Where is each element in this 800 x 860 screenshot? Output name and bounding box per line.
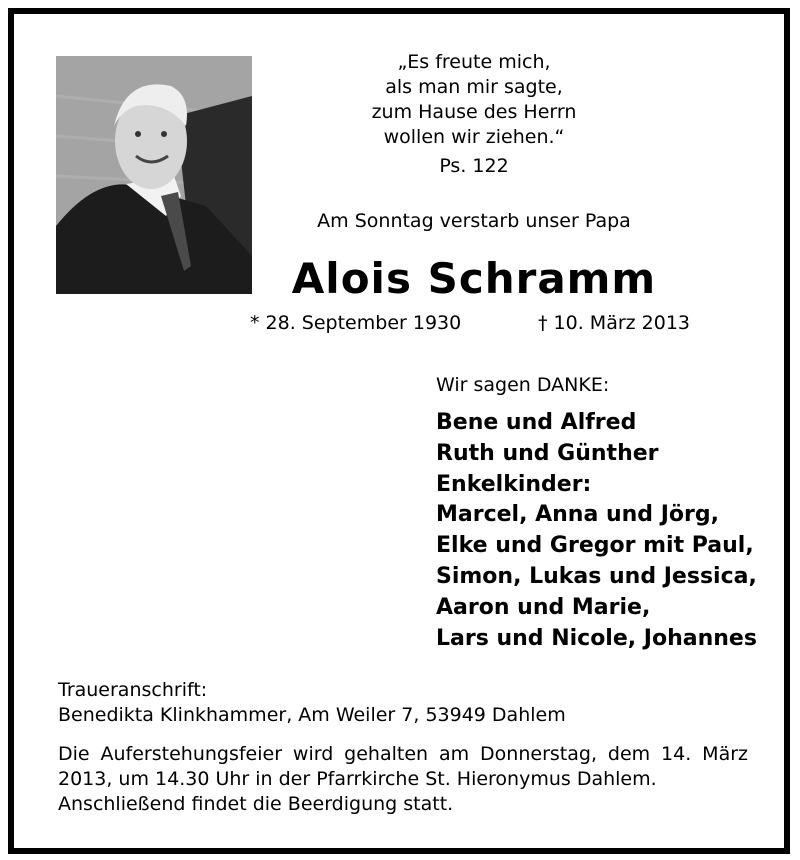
intro-text: Am Sonntag verstarb unser Papa xyxy=(317,210,631,232)
deceased-name: Alois Schramm xyxy=(291,254,657,303)
service-line: Die Auferstehungsfeier wird gehalten am Donnerstag, dem 14. März xyxy=(58,743,748,765)
service-line: Anschließend findet die Beerdigung statt. xyxy=(58,793,454,815)
family-line: Elke und Gregor mit Paul, xyxy=(436,533,754,559)
family-line: Enkelkinder: xyxy=(436,471,592,497)
family-line: Ruth und Günther xyxy=(436,440,659,466)
family-line: Aaron und Marie, xyxy=(436,594,651,620)
portrait-photo-icon xyxy=(56,56,252,294)
service-info xyxy=(58,742,748,817)
address-value: Benedikta Klinkhammer, Am Weiler 7, 53949 Dahlem xyxy=(58,704,566,726)
bible-quote xyxy=(269,50,679,179)
quote-line: als man mir sagte, xyxy=(385,76,563,98)
quote-line: zum Hause des Herrn xyxy=(371,101,577,123)
mourning-address xyxy=(58,678,566,728)
death-date: † 10. März 2013 xyxy=(538,312,691,334)
obituary-frame xyxy=(8,8,790,854)
quote-reference: Ps. 122 xyxy=(439,155,509,177)
quote-line: „Es freute mich, xyxy=(397,51,551,73)
family-line: Lars und Nicole, Johannes xyxy=(436,625,757,651)
service-line: 2013, um 14.30 Uhr in der Pfarrkirche St. Hieronymus Dahlem. xyxy=(58,768,657,790)
thanks-label: Wir sagen DANKE: xyxy=(436,374,610,396)
family-line: Bene und Alfred xyxy=(436,410,637,435)
portrait-photo xyxy=(56,56,252,294)
family-list xyxy=(436,408,757,654)
family-line: Simon, Lukas und Jessica, xyxy=(436,563,757,589)
family-line: Marcel, Anna und Jörg, xyxy=(436,502,719,528)
address-label: Traueranschrift: xyxy=(58,679,208,701)
quote-line: wollen wir ziehen.“ xyxy=(383,126,565,148)
birth-date: * 28. September 1930 xyxy=(250,312,462,334)
